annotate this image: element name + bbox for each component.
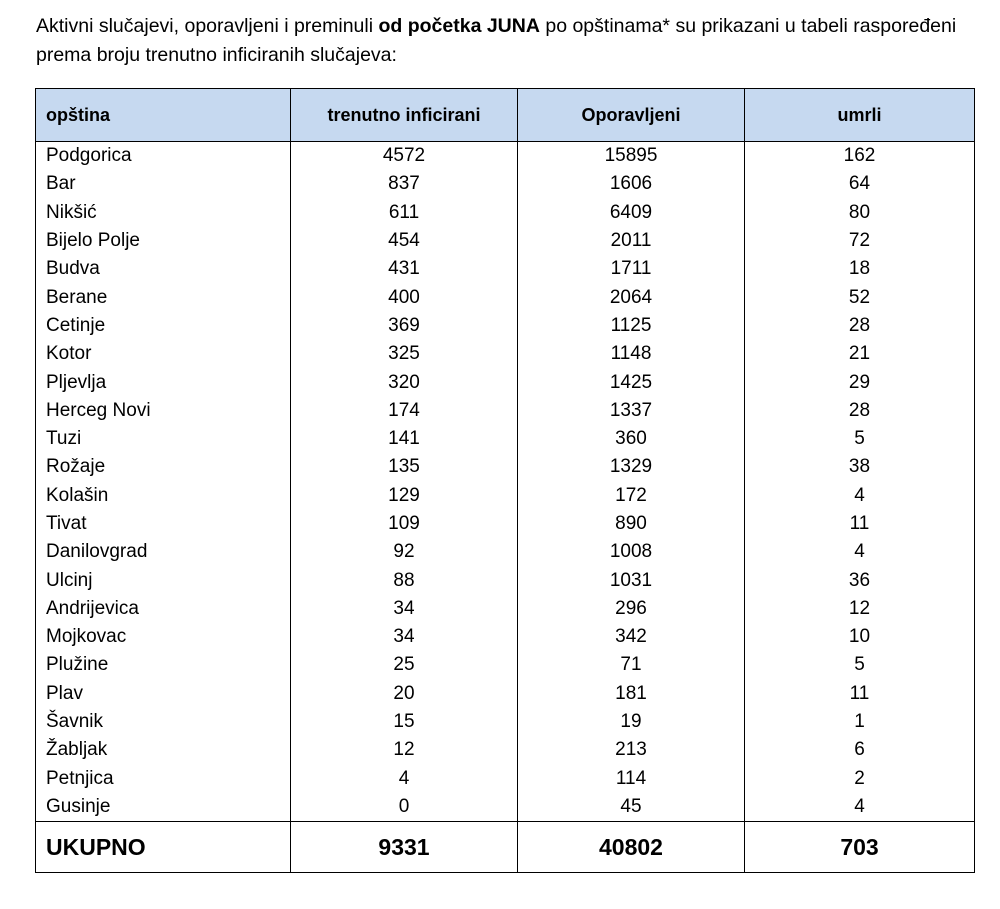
recovered-cell: 213: [518, 736, 745, 764]
intro-part1: Aktivni slučajevi, oporavljeni i preminuli: [36, 15, 379, 37]
table-row: [36, 425, 975, 453]
recovered-cell: 71: [518, 651, 745, 679]
table-row: [36, 340, 975, 368]
recovered-cell: 45: [518, 793, 745, 822]
infected-cell: 431: [291, 255, 518, 283]
infected-cell: 4572: [291, 142, 518, 171]
deaths-cell: 64: [745, 170, 975, 198]
infected-cell: 20: [291, 680, 518, 708]
deaths-cell: 72: [745, 227, 975, 255]
header-infected: trenutno inficirani: [291, 89, 518, 142]
recovered-cell: 1125: [518, 312, 745, 340]
infected-cell: 611: [291, 199, 518, 227]
table-row: [36, 397, 975, 425]
municipality-cell: Šavnik: [36, 708, 291, 736]
deaths-cell: 4: [745, 482, 975, 510]
total-row: [36, 822, 975, 873]
municipality-cell: Budva: [36, 255, 291, 283]
table-row: [36, 566, 975, 594]
deaths-cell: 6: [745, 736, 975, 764]
infected-cell: 92: [291, 538, 518, 566]
deaths-cell: 18: [745, 255, 975, 283]
table-row: [36, 510, 975, 538]
infected-cell: 369: [291, 312, 518, 340]
table-row: [36, 199, 975, 227]
header-deaths: umrli: [745, 89, 975, 142]
municipality-cell: Kolašin: [36, 482, 291, 510]
recovered-cell: 15895: [518, 142, 745, 171]
deaths-cell: 5: [745, 651, 975, 679]
recovered-cell: 890: [518, 510, 745, 538]
infected-cell: 34: [291, 595, 518, 623]
table-row: [36, 623, 975, 651]
municipality-cell: Žabljak: [36, 736, 291, 764]
total-deaths: 703: [745, 822, 975, 873]
table-row: [36, 482, 975, 510]
table-row: [36, 312, 975, 340]
infected-cell: 320: [291, 368, 518, 396]
municipality-cell: Plužine: [36, 651, 291, 679]
infected-cell: 325: [291, 340, 518, 368]
infected-cell: 454: [291, 227, 518, 255]
table-row: [36, 595, 975, 623]
recovered-cell: 1606: [518, 170, 745, 198]
deaths-cell: 10: [745, 623, 975, 651]
intro-bold: od početka JUNA: [378, 15, 540, 37]
recovered-cell: 1337: [518, 397, 745, 425]
recovered-cell: 1148: [518, 340, 745, 368]
table-row: [36, 538, 975, 566]
infected-cell: 25: [291, 651, 518, 679]
deaths-cell: 38: [745, 453, 975, 481]
deaths-cell: 28: [745, 397, 975, 425]
municipality-cell: Plav: [36, 680, 291, 708]
table-row: [36, 170, 975, 198]
municipality-cell: Rožaje: [36, 453, 291, 481]
recovered-cell: 360: [518, 425, 745, 453]
municipality-cell: Tivat: [36, 510, 291, 538]
municipality-cell: Podgorica: [36, 142, 291, 171]
total-infected: 9331: [291, 822, 518, 873]
recovered-cell: 172: [518, 482, 745, 510]
recovered-cell: 181: [518, 680, 745, 708]
header-row: [36, 89, 975, 142]
municipality-cell: Danilovgrad: [36, 538, 291, 566]
municipality-cell: Herceg Novi: [36, 397, 291, 425]
municipality-cell: Tuzi: [36, 425, 291, 453]
infected-cell: 15: [291, 708, 518, 736]
table-row: [36, 283, 975, 311]
table-row: [36, 453, 975, 481]
table-row: [36, 142, 975, 171]
table-row: [36, 793, 975, 822]
intro-part2: po opštinama* su prikazani u tabeli raspoređeni prema broju trenutno inficiranih slučajeva:: [36, 15, 957, 66]
municipality-cell: Ulcinj: [36, 566, 291, 594]
municipality-cell: Mojkovac: [36, 623, 291, 651]
infected-cell: 12: [291, 736, 518, 764]
table-row: [36, 736, 975, 764]
infected-cell: 135: [291, 453, 518, 481]
header-recovered: Oporavljeni: [518, 89, 745, 142]
municipality-cell: Berane: [36, 283, 291, 311]
cases-table: [35, 88, 975, 873]
infected-cell: 129: [291, 482, 518, 510]
recovered-cell: 1329: [518, 453, 745, 481]
deaths-cell: 80: [745, 199, 975, 227]
recovered-cell: 1008: [518, 538, 745, 566]
deaths-cell: 5: [745, 425, 975, 453]
deaths-cell: 2: [745, 765, 975, 793]
recovered-cell: 1425: [518, 368, 745, 396]
table-row: [36, 708, 975, 736]
recovered-cell: 114: [518, 765, 745, 793]
deaths-cell: 162: [745, 142, 975, 171]
deaths-cell: 52: [745, 283, 975, 311]
recovered-cell: 6409: [518, 199, 745, 227]
recovered-cell: 19: [518, 708, 745, 736]
deaths-cell: 1: [745, 708, 975, 736]
table-row: [36, 255, 975, 283]
recovered-cell: 1031: [518, 566, 745, 594]
infected-cell: 174: [291, 397, 518, 425]
municipality-cell: Pljevlja: [36, 368, 291, 396]
deaths-cell: 4: [745, 793, 975, 822]
intro-text: [36, 12, 966, 70]
infected-cell: 109: [291, 510, 518, 538]
infected-cell: 837: [291, 170, 518, 198]
infected-cell: 141: [291, 425, 518, 453]
recovered-cell: 1711: [518, 255, 745, 283]
table-row: [36, 227, 975, 255]
table-row: [36, 680, 975, 708]
municipality-cell: Bar: [36, 170, 291, 198]
infected-cell: 34: [291, 623, 518, 651]
infected-cell: 0: [291, 793, 518, 822]
recovered-cell: 296: [518, 595, 745, 623]
deaths-cell: 11: [745, 680, 975, 708]
infected-cell: 4: [291, 765, 518, 793]
deaths-cell: 12: [745, 595, 975, 623]
recovered-cell: 342: [518, 623, 745, 651]
deaths-cell: 11: [745, 510, 975, 538]
total-label: UKUPNO: [36, 822, 291, 873]
total-recovered: 40802: [518, 822, 745, 873]
table-row: [36, 651, 975, 679]
infected-cell: 88: [291, 566, 518, 594]
header-opstina: opština: [36, 89, 291, 142]
deaths-cell: 36: [745, 566, 975, 594]
table-row: [36, 368, 975, 396]
municipality-cell: Bijelo Polje: [36, 227, 291, 255]
municipality-cell: Nikšić: [36, 199, 291, 227]
municipality-cell: Cetinje: [36, 312, 291, 340]
deaths-cell: 21: [745, 340, 975, 368]
recovered-cell: 2064: [518, 283, 745, 311]
municipality-cell: Petnjica: [36, 765, 291, 793]
municipality-cell: Gusinje: [36, 793, 291, 822]
recovered-cell: 2011: [518, 227, 745, 255]
municipality-cell: Kotor: [36, 340, 291, 368]
infected-cell: 400: [291, 283, 518, 311]
deaths-cell: 28: [745, 312, 975, 340]
deaths-cell: 29: [745, 368, 975, 396]
table-row: [36, 765, 975, 793]
municipality-cell: Andrijevica: [36, 595, 291, 623]
deaths-cell: 4: [745, 538, 975, 566]
